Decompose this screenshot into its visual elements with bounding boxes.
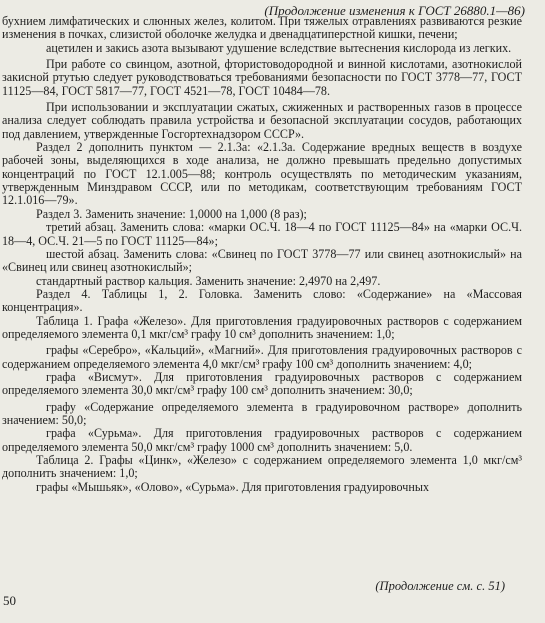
page-number: 50 [3,593,16,608]
paragraph: стандартный раствор кальция. Заменить значение: 2,4970 на 2,497. [36,273,381,288]
paragraph: бухнием лимфатических и слюнных желез, колитом. При тяжелых отравлениях развиваются резкие изменения в почках, слизистой оболочке желудка и двенадцатиперстной кишки, печени; [2,14,522,42]
paragraph: Раздел 2 дополнить пунктом — 2.1.3а: «2.1.3а. Содержание вредных веществ в воздухе рабочей зоны, выделяющихся в ходе анализа, не должно превышать предельно допустимых концентраций по ГОСТ 12.1.005—88; контроль осуществлять по методическим указаниям, утвержденным Минздравом СССР, или по методикам, соответствующим требованиям ГОСТ 12.1.016—79». [2,140,522,208]
paragraph: Таблица 2. Графы «Цинк», «Железо» с содержанием определяемого элемента 1,0 мкг/см³ дополнить значением: 1,0; [2,453,522,481]
running-header: (Продолжение изменения к ГОСТ 26880.1—86) [264,3,525,18]
paragraph: графа «Сурьма». Для приготовления градуировочных растворов с содержанием определяемого элемента 50,0 мкг/см³ графу 1000 см³ дополнить значением: 5,0. [2,426,522,454]
body-text [2,15,522,494]
continuation-note: (Продолжение см. с. 51) [375,579,505,593]
paragraph: графы «Мышьяк», «Олово», «Сурьма». Для приготовления градуировочных [36,479,430,494]
paragraph: При работе со свинцом, азотной, фтористоводородной и винной кислотами, азотнокислой закисной ртутью следует руководствоваться требованиями безопасности по ГОСТ 3778—77, ГОСТ 11125—84, ГОСТ 5817—77, ГОСТ 4521—78, ГОСТ 10484—78. [2,57,522,98]
paragraph: Таблица 1. Графа «Железо». Для приготовления градуировочных растворов с содержанием определяемого элемента 0,1 мкг/см³ графу 10 см³ дополнить значением: 1,0; [2,313,522,341]
paragraph: шестой абзац. Заменить слова: «Свинец по ГОСТ 3778—77 или свинец азотнокислый» на «Свинец или свинец азотнокислый»; [2,246,522,275]
paragraph: графа «Висмут». Для приготовления градуировочных растворов с содержанием определяемого элемента 30,0 мкг/см³ графу 100 см³ дополнить значением: 30,0; [2,369,522,398]
paragraph: графы «Серебро», «Кальций», «Магний». Для приготовления градуировочных растворов с содержанием определяемого элемента 4,0 мкг/см³ графу 100 см³ дополнить значением: 4,0; [2,343,522,371]
paragraph: ацетилен и закись азота вызывают удушение вследствие вытеснения кислорода из легких. [46,40,512,55]
paragraph: третий абзац. Заменить слова: «марки ОС.Ч. 18—4 по ГОСТ 11125—84» на «марки ОС.Ч. 18—4, ОС.Ч. 21—5 по ГОСТ 11125—84»; [2,220,522,248]
paragraph: Раздел 3. Заменить значение: 1,0000 на 1,000 (8 раз); [36,206,307,221]
paragraph: При использовании и эксплуатации сжатых, сжиженных и растворенных газов в процессе анализа следует соблюдать правила устройства и безопасной эксплуатации сосудов, работающих под давлением, утвержденные Госгортехнадзором СССР». [2,100,522,141]
paragraph: Раздел 4. Таблицы 1, 2. Головка. Заменить слово: «Содержание» на «Массовая концентрация». [2,286,522,315]
paragraph: графу «Содержание определяемого элемента в градуировочном растворе» дополнить значением: 50,0; [2,399,522,427]
